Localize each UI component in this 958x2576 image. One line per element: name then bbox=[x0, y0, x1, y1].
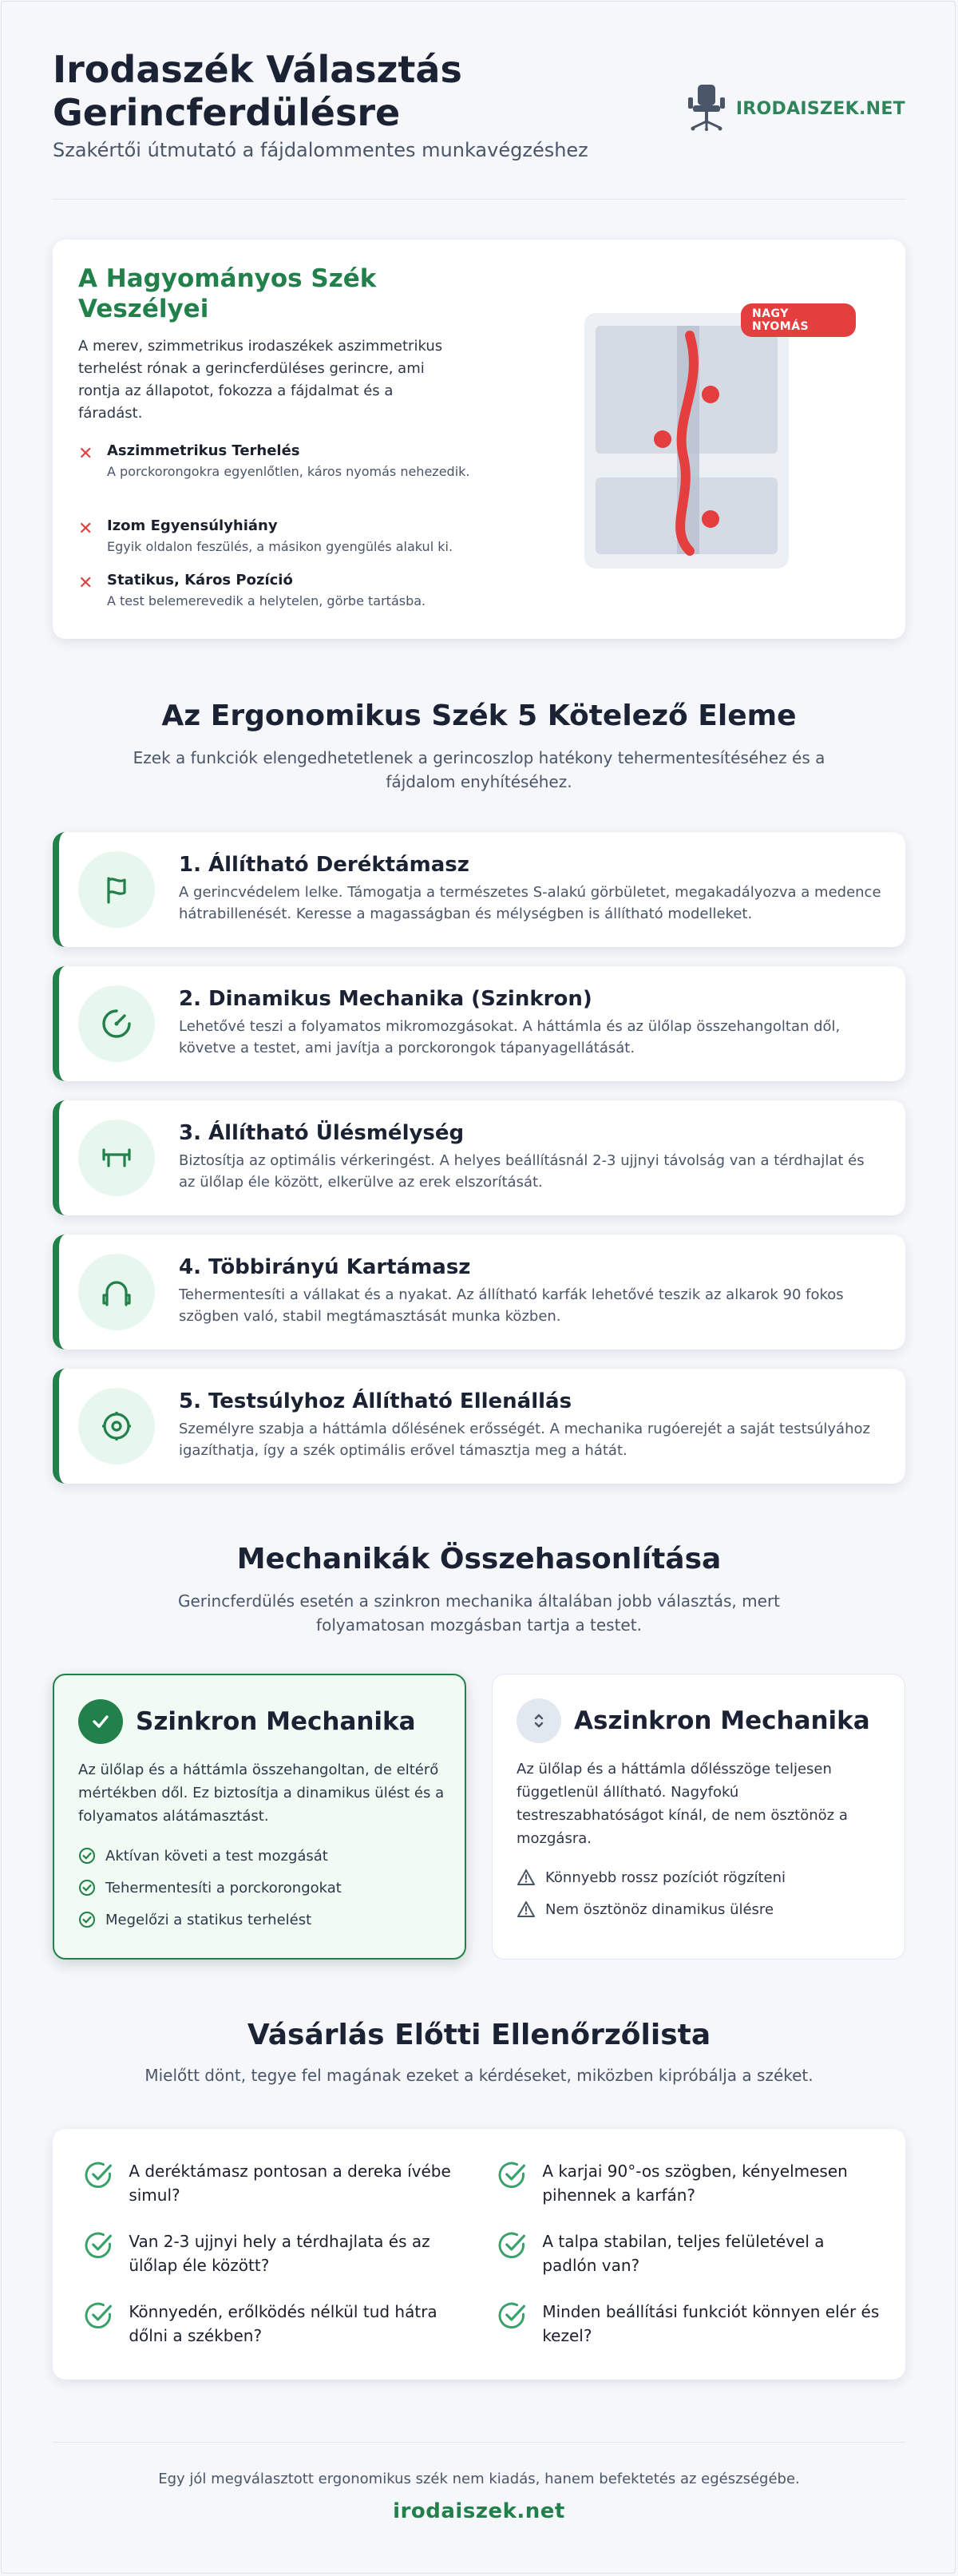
feature-description: Lehetővé teszi a folyamatos mikromozgásokat. A háttámla és az ülőlap összehangoltan dől, követve a testet, ami javítja a porckorongok tápanyagellátását. bbox=[179, 1018, 841, 1056]
checklist-item bbox=[497, 2300, 880, 2348]
feature-title: 3. Állítható Ülésmélység bbox=[179, 1121, 465, 1145]
check-circle-icon bbox=[497, 2300, 528, 2332]
con-text: Könnyebb rossz pozíciót rögzíteni bbox=[545, 1869, 786, 1886]
check-circle-icon bbox=[83, 2229, 114, 2261]
card-description: Az ülőlap és a háttámla dőlésszöge teljesen függetlenül állítható. Nagyfokú testreszabhatóságot kínál, de nem ösztönöz a mozgásra. bbox=[517, 1761, 848, 1847]
armrest-icon bbox=[78, 1254, 155, 1330]
logo-text: IRODAISZEK.NET bbox=[735, 98, 905, 119]
mechanics-subtitle: Gerincferdülés esetén a szinkron mechanika általában jobb választás, mert folyamatosan mozgásban tartja a testet. bbox=[177, 1591, 781, 1635]
checklist-item bbox=[83, 2300, 466, 2348]
check-circle-icon bbox=[497, 2229, 528, 2261]
pro-text: Aktívan követi a test mozgását bbox=[105, 1847, 328, 1865]
dangers-description: A merev, szimmetrikus irodaszékek aszimmetrikus terhelést rónak a gerincferdüléses gerincre, ami rontja az állapotot, fokozza a fájdalmat és a fáradást. bbox=[78, 338, 443, 422]
flag-icon bbox=[78, 851, 155, 928]
card-header bbox=[517, 1698, 870, 1743]
risk-item bbox=[78, 442, 477, 482]
checklist-item bbox=[83, 2159, 466, 2207]
checklist-text: A talpa stabilan, teljes felületével a padlón van? bbox=[542, 2232, 825, 2275]
feature-card bbox=[53, 832, 905, 947]
footer-divider bbox=[53, 2442, 905, 2443]
risk-title: Izom Egyensúlyhiány bbox=[107, 517, 278, 534]
seat-depth-icon bbox=[78, 1120, 155, 1196]
cons-list bbox=[517, 1861, 786, 1925]
pro-text: Megelőzi a statikus terhelést bbox=[105, 1911, 312, 1928]
feature-title: 5. Testsúlyhoz Állítható Ellenállás bbox=[179, 1389, 572, 1413]
checklist-subtitle: Mielőtt dönt, tegye fel magának ezeket a kérdéseket, miközben kipróbálja a széket. bbox=[144, 2066, 814, 2085]
traditional-chair-dangers-card bbox=[53, 240, 905, 639]
x-icon: ✕ bbox=[78, 519, 93, 539]
pro-text: Tehermentesíti a porckorongokat bbox=[105, 1879, 342, 1896]
card-title: Szinkron Mechanika bbox=[136, 1707, 416, 1736]
feature-card bbox=[53, 1100, 905, 1215]
sync-mechanism-card bbox=[53, 1674, 466, 1960]
check-circle-icon bbox=[78, 1879, 96, 1896]
feature-description: Személyre szabja a háttámla dőlésének erősségét. A mechanika rugóerejét a saját testsúlyához igazíthatja, így a szék optimális erővel támasztja meg a hátát. bbox=[179, 1421, 870, 1459]
risk-description: Egyik oldalon feszülés, a másikon gyengülés alakul ki. bbox=[107, 539, 453, 554]
risk-title: Statikus, Káros Pozíció bbox=[107, 572, 293, 589]
warning-icon bbox=[517, 1900, 536, 1918]
checklist-item bbox=[497, 2159, 880, 2207]
pressure-badge: NAGY NYOMÁS bbox=[741, 303, 856, 337]
checklist-text: A karjai 90°-os szögben, kényelmesen pihennek a karfán? bbox=[542, 2162, 848, 2205]
feature-title: 4. Többirányú Kartámasz bbox=[179, 1255, 471, 1279]
gauge-icon bbox=[78, 985, 155, 1062]
brand-logo[interactable] bbox=[687, 83, 905, 134]
checklist-item bbox=[83, 2229, 466, 2277]
risk-item bbox=[78, 572, 477, 611]
async-mechanism-card bbox=[492, 1674, 905, 1960]
page-title: Irodaszék Választás Gerincferdülésre bbox=[53, 48, 462, 134]
risk-title: Aszimmetrikus Terhelés bbox=[107, 442, 300, 459]
risk-description: A test belemerevedik a helytelen, görbe tartásba. bbox=[107, 593, 426, 608]
checklist-title: Vásárlás Előtti Ellenőrzőlista bbox=[247, 2019, 711, 2051]
features-subtitle: Ezek a funkciók elengedhetetlenek a gerincoszlop hatékony tehermentesítéséhez és a fájdalom enyhítéséhez. bbox=[133, 748, 825, 791]
features-title: Az Ergonomikus Szék 5 Kötelező Eleme bbox=[161, 699, 797, 732]
check-circle-icon bbox=[78, 1847, 96, 1865]
dangers-title: A Hagyományos Szék Veszélyei bbox=[78, 264, 377, 323]
x-icon: ✕ bbox=[78, 444, 93, 464]
checklist-text: A deréktámasz pontosan a dereka ívébe simul? bbox=[129, 2162, 451, 2205]
checklist-card bbox=[53, 2129, 905, 2380]
scoliosis-chair-illustration bbox=[584, 297, 856, 569]
feature-description: A gerincvédelem lelke. Támogatja a természetes S-alakú görbületet, megakadályozva a medence hátrabillenését. Keresse a magasságban és mélységben is állítható modelleket. bbox=[179, 884, 881, 922]
x-icon: ✕ bbox=[78, 573, 93, 593]
check-icon bbox=[78, 1699, 123, 1744]
warning-icon bbox=[517, 1869, 536, 1886]
mechanics-title: Mechanikák Összehasonlítása bbox=[236, 1543, 722, 1575]
risk-description: A porckorongokra egyenlőtlen, káros nyomás nehezedik. bbox=[107, 464, 470, 479]
card-description: Az ülőlap és a háttámla összehangoltan, de eltérő mértékben dől. Ez biztosítja a dinamikus ülést és a folyamatos alátámasztást. bbox=[78, 1762, 445, 1825]
feature-card bbox=[53, 1369, 905, 1484]
risk-item bbox=[78, 517, 477, 557]
footer-brand-link[interactable]: irodaiszek.net bbox=[393, 2499, 565, 2523]
list-item bbox=[517, 1893, 786, 1925]
check-circle-icon bbox=[83, 2159, 114, 2191]
con-text: Nem ösztönöz dinamikus ülésre bbox=[545, 1900, 774, 1918]
checklist-text: Minden beállítási funkciót könnyen elér és kezel? bbox=[542, 2302, 880, 2345]
dial-icon bbox=[78, 1388, 155, 1464]
list-item bbox=[78, 1904, 342, 1936]
page-header bbox=[53, 48, 905, 200]
office-chair-icon bbox=[687, 83, 728, 134]
pros-list bbox=[78, 1840, 342, 1936]
feature-title: 2. Dinamikus Mechanika (Szinkron) bbox=[179, 987, 592, 1011]
feature-card bbox=[53, 966, 905, 1081]
list-item bbox=[78, 1872, 342, 1904]
page-subtitle: Szakértői útmutató a fájdalommentes munkavégzéshez bbox=[53, 139, 588, 161]
checklist-text: Könnyedén, erőlködés nélkül tud hátra dőlni a székben? bbox=[129, 2302, 437, 2345]
checklist-text: Van 2-3 ujjnyi hely a térdhajlata és az ülőlap éle között? bbox=[129, 2232, 430, 2275]
list-item bbox=[78, 1840, 342, 1872]
feature-title: 1. Állítható Deréktámasz bbox=[179, 853, 469, 877]
checklist-item bbox=[497, 2229, 880, 2277]
chevrons-updown-icon bbox=[517, 1698, 561, 1743]
feature-description: Biztosítja az optimális vérkeringést. A helyes beállításnál 2-3 ujjnyi távolság van a térdhajlat és az ülőlap éle között, elkerülve az erek elszorítását. bbox=[179, 1152, 865, 1191]
check-circle-icon bbox=[83, 2300, 114, 2332]
list-item bbox=[517, 1861, 786, 1893]
footer-text: Egy jól megválasztott ergonomikus szék nem kiadás, hanem befektetés az egészségébe. bbox=[158, 2471, 800, 2487]
check-circle-icon bbox=[78, 1911, 96, 1928]
card-header bbox=[78, 1699, 416, 1744]
check-circle-icon bbox=[497, 2159, 528, 2191]
feature-description: Tehermentesíti a vállakat és a nyakat. Az állítható karfák lehetővé teszik az alkarok 90 fokos szögben való, stabil megtámasztását munka közben. bbox=[179, 1286, 844, 1325]
card-title: Aszinkron Mechanika bbox=[574, 1706, 870, 1735]
feature-card bbox=[53, 1234, 905, 1349]
